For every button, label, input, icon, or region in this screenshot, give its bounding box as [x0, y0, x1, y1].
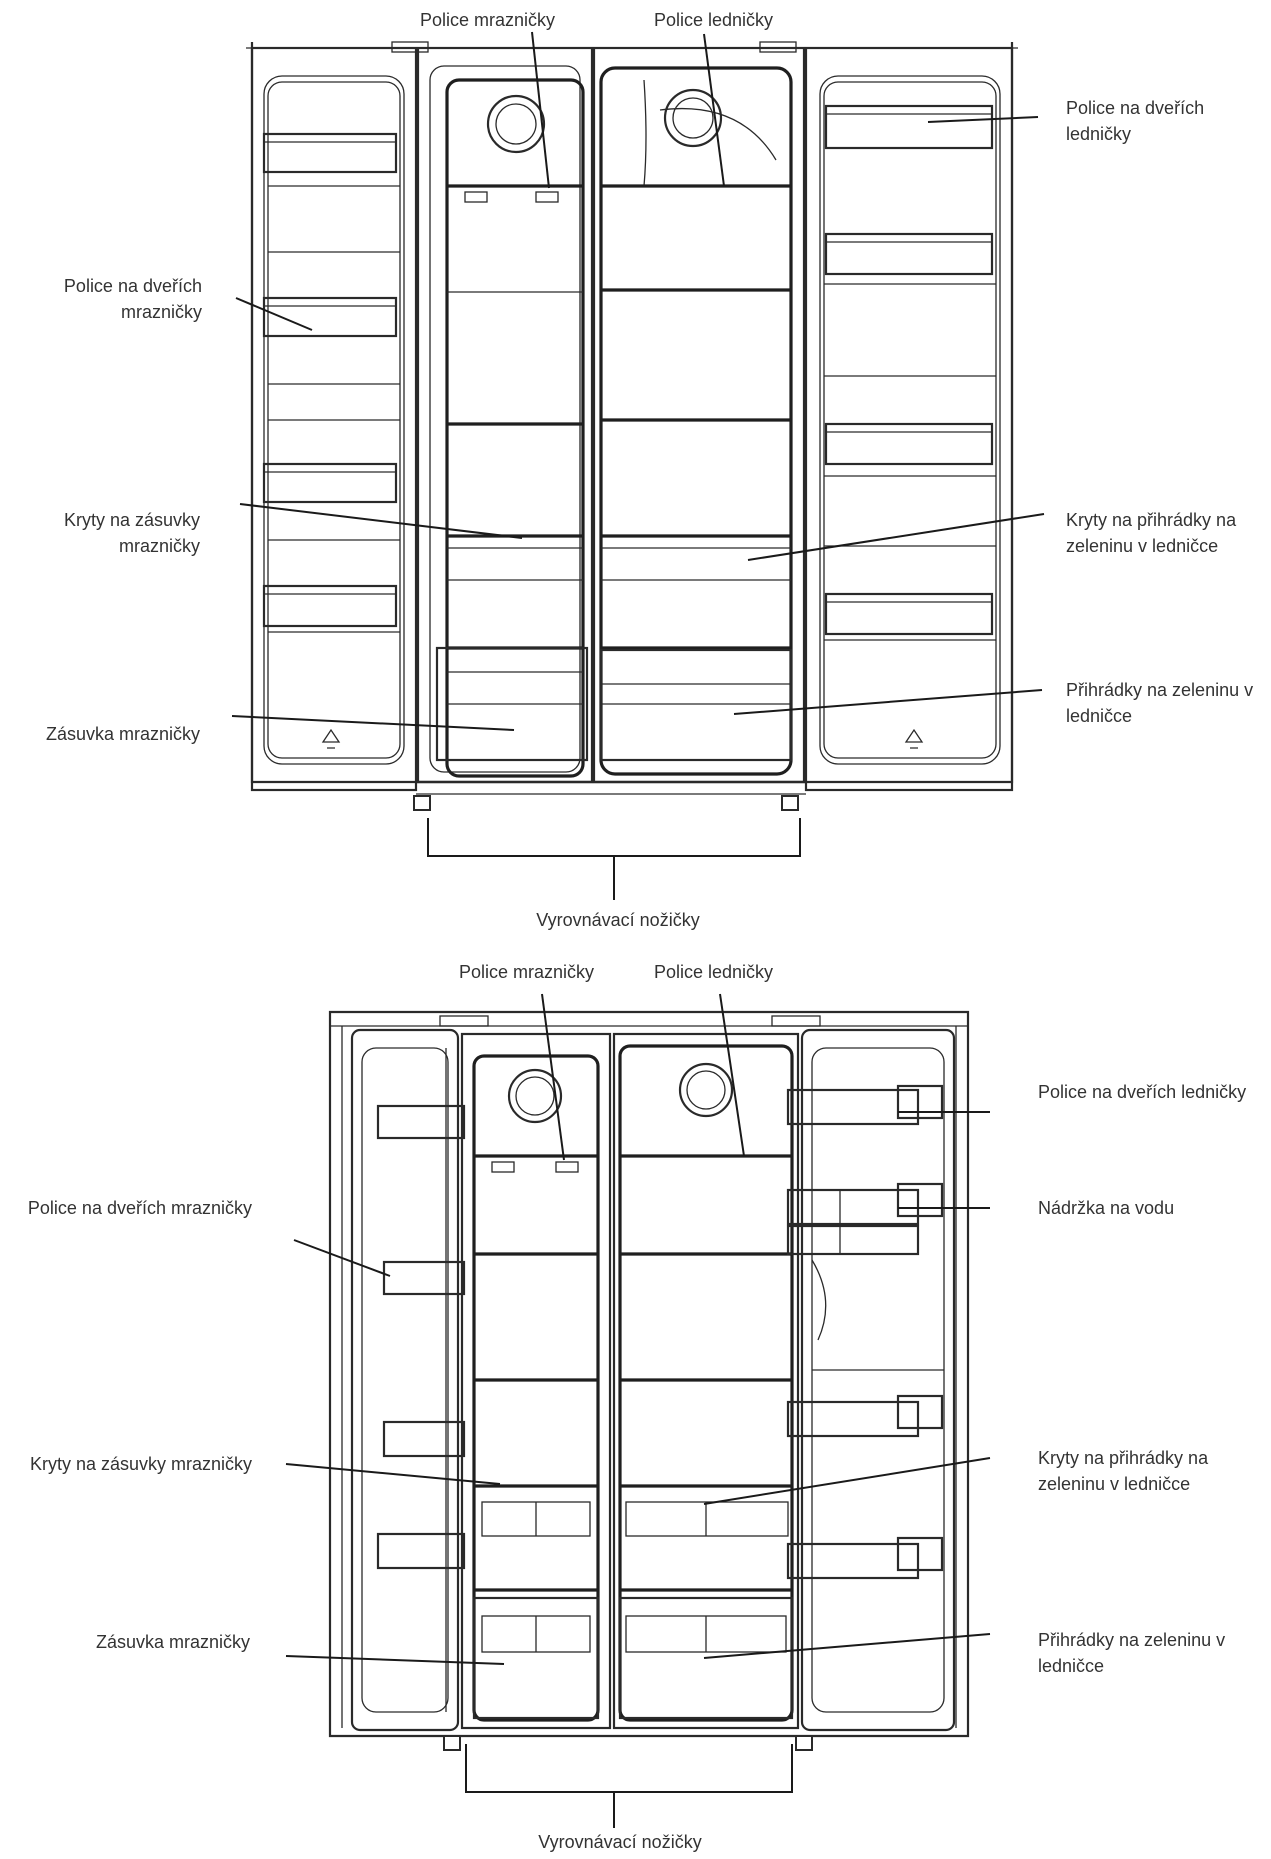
top-label-freezer-drawer: Zásuvka mrazničky	[45, 724, 200, 744]
top-label-freezer-door-shelf-line1: Police na dveřích	[63, 276, 202, 296]
top-refrigerator-drawing	[246, 42, 1018, 900]
bottom-refrigerator-drawing	[330, 1012, 968, 1828]
top-label-crisper-covers-line2: zeleninu v ledničce	[1066, 536, 1219, 556]
bottom-label-crisper-covers-line1: Kryty na přihrádky na	[1038, 1448, 1209, 1468]
bottom-label-fridge-shelf: Police ledničky	[654, 962, 774, 982]
bottom-label-leveling-feet: Vyrovnávací nožičky	[538, 1832, 702, 1852]
top-label-leveling-feet: Vyrovnávací nožičky	[536, 910, 700, 930]
top-label-freezer-door-shelf-line2: mrazničky	[120, 302, 202, 322]
top-label-crisper-covers-line1: Kryty na přihrádky na	[1066, 510, 1237, 530]
top-label-fridge-shelf: Police ledničky	[654, 10, 774, 30]
bottom-label-freezer-drawer: Zásuvka mrazničky	[95, 1632, 250, 1652]
bottom-label-freezer-drawer-covers: Kryty na zásuvky mrazničky	[29, 1454, 252, 1474]
bottom-label-crisper-drawers-line2: ledničce	[1038, 1656, 1105, 1676]
top-label-crisper-drawers-line2: ledničce	[1066, 706, 1133, 726]
top-label-fridge-door-shelf-line1: Police na dveřích	[1066, 98, 1205, 118]
freezer-door-bins-top	[264, 134, 396, 626]
freezer-door-bins-bottom	[378, 1106, 464, 1568]
fridge-door-bins-top	[826, 106, 992, 634]
top-label-freezer-shelf: Police mrazničky	[420, 10, 556, 30]
bottom-label-crisper-drawers-line1: Přihrádky na zeleninu v	[1038, 1630, 1226, 1650]
bottom-label-fridge-door-shelf: Police na dveřích ledničky	[1038, 1082, 1247, 1102]
bottom-label-crisper-covers-line2: zeleninu v ledničce	[1038, 1474, 1191, 1494]
fridge-door-bins-bottom	[788, 1086, 942, 1578]
bottom-label-freezer-shelf: Police mrazničky	[459, 962, 595, 982]
top-label-crisper-drawers-line1: Přihrádky na zeleninu v	[1066, 680, 1254, 700]
bottom-label-freezer-door-shelf: Police na dveřích mrazničky	[27, 1198, 252, 1218]
top-label-freezer-drawer-covers-line2: mrazničky	[118, 536, 200, 556]
top-label-freezer-drawer-covers-line1: Kryty na zásuvky	[63, 510, 200, 530]
bottom-label-water-tank: Nádržka na vodu	[1038, 1198, 1175, 1218]
top-label-fridge-door-shelf-line2: ledničky	[1066, 124, 1132, 144]
